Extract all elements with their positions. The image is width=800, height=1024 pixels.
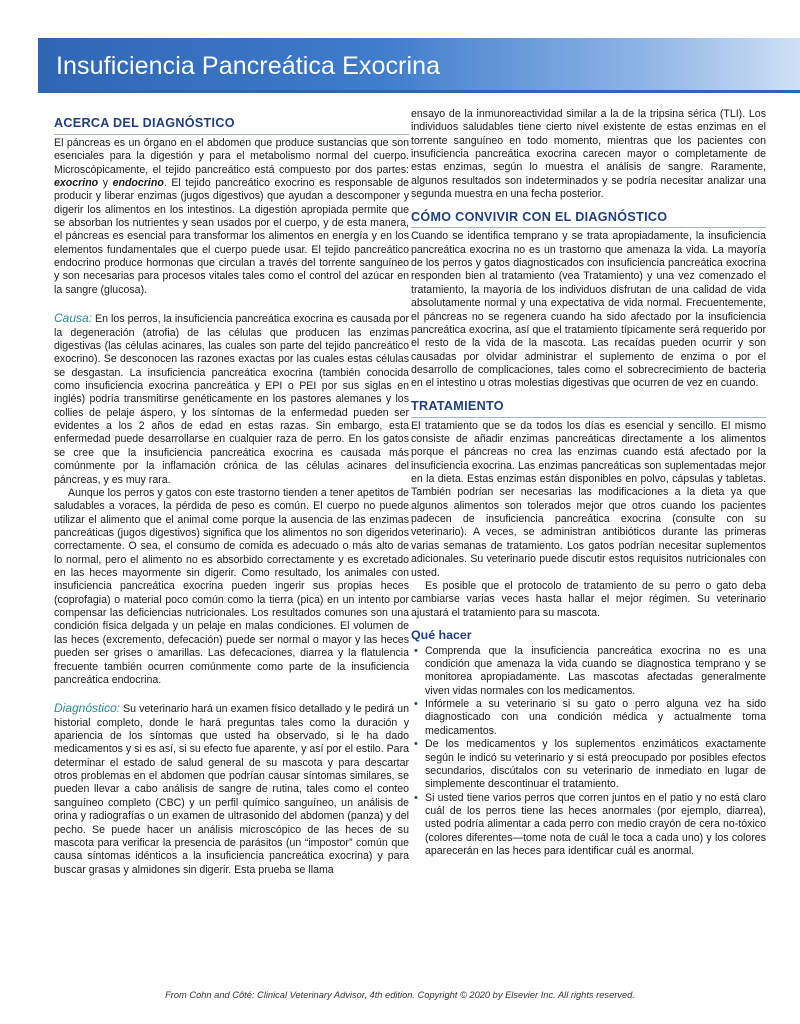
list-item: • Infórmele a su veterinario si su gato o perro alguna vez ha sido diagnosticado con una condición médica y actualmente toma medicamentos. (425, 698, 766, 738)
title-banner (38, 38, 800, 90)
diagnosis-text: Su veterinario hará un examen físico detallado y le pedirá un historial completo, donde le hará preguntas tales como la duración y apariencia de los síntomas que usted ha observado, si le ha dado medicamentos y si es así, si su efecto fue aparente, y así por el estilo. Para determinar el estado de salud general de su mascota y para descartar otros problemas en el abdomen que podrían causar síntomas similares, se pueden llevar a cabo análisis de sangre de rutina, tales como el conteo sanguíneo completo (CBC) y un perfil químico sanguíneo, un análisis de orina y radiografías o un examen de ultrasonido del abdomen (panza) y del pecho. Se puede hacer un análisis microscópico de las heces de su mascota para verificar la presencia de parásitos (un “impostor” común que causa síntomas idénticos a la insuficiencia pancreática exocrina) y para buscar grasas y almidones sin digerir. Esta prueba se llama (54, 703, 409, 876)
living-paragraph: Cuando se identifica temprano y se trata apropiadamente, la insuficiencia pancreática exocrina no es un trastorno que amenaza la vida. La mayoría de los perros y gatos diagnosticados con insuficiencia pancreática exocrina responden bien al tratamiento (vea Tratamiento) y una vez comenzado el tratamiento, la mayoría de los individuos disfrutan de una calidad de vida absolutamente normal y una expectativa de vida normal. Frecuentemente, el páncreas no se regenera cuando ha sido afectado por la insuficiencia pancreática exocrina, así que el tratamiento típicamente será requerido por el resto de la vida de la mascota. Las recaídas pueden ocurrir y son causadas por olvidar administrar el suplemento de enzima o por el desarrollo de complicaciones, tales como el sobrecrecimiento de bacteria en el intestino u otras molestias digestivas que ocurren de vez en cuando. (411, 230, 766, 390)
about-intro-b: . El tejido pancreático exocrino es responsable de producir y liberar enzimas (jugos digestivos) que ayudan a descomponer y digerir los alimentos en los intestinos. La digestión apropiada permite que se absorban los nutrientes y sean usados por el cuerpo, y de esta manera, el páncreas es esencial para transformar los alimentos en energía y en los elementos fundamentales que el cuerpo puede usar. El tejido pancreático endocrino produce hormonas que circulan a través del torrente sanguíneo y son necesarias para procesos vitales tales como el control del azúcar en la sangre (glucosa). (54, 176, 409, 296)
list-item: • Si usted tiene varios perros que corren juntos en el patio y no está claro cuál de los perros tiene las heces anormales (por ejemplo, diarrea), usted podría alimentar a cada perro con medio crayón de cera no-tóxico (colores diferentes—tome nota de cuál le toca a cada uno) y los colores aparecerán en las heces para identificar cuál es anormal. (425, 792, 766, 859)
list-item: • De los medicamentos y los suplementos enzimáticos exactamente según le indicó su veterinario y si está preocupado por posibles efectos secundarios, discútalos con su veterinario de inmediato en lugar de simplemente descontinuar el tratamiento. (425, 738, 766, 791)
diagnosis-label: Diagnóstico: (54, 701, 121, 716)
treatment-paragraph-1: El tratamiento que se da todos los días es esencial y sencillo. El mismo consiste de añadir enzimas pancreáticas directamente a los alimentos porque el páncreas no crea las enzimas cuando está afectado por la insuficiencia exocrina. Las enzimas pancreáticas son suplementadas mejor en la dieta. Estas enzimas están disponibles en polvo, cápsulas y tabletas. También podrían ser necesarias las modificaciones a la dieta ya que algunos alimentos son tolerados mejor que otros cuando los pacientes padecen de insuficiencia pancreática exocrina (consulte con su veterinario). A veces, se administran antibióticos durante las primeras varias semanas de tratamiento. Los gatos podrían necesitar suplementos adicionales. Su veterinario puede discutir estos requisitos nutricionales con usted. (411, 419, 766, 579)
about-intro-a: El páncreas es un órgano en el abdomen que produce sustancias que son esenciales para la digestión y para el metabolismo normal del cuerpo. Microscópicamente, el tejido pancreático está compuesto por dos partes: (54, 136, 409, 176)
page-title: Insuficiencia Pancreática Exocrina (56, 52, 441, 80)
living-heading: CÓMO CONVIVIR CON EL DIAGNÓSTICO (411, 210, 766, 229)
cause-paragraph (54, 311, 409, 487)
left-column (54, 116, 409, 877)
treatment-paragraph-2: Es posible que el protocolo de tratamiento de su perro o gato deba cambiarse varias veces hasta hallar el mejor régimen. Su veterinario ajustará el tratamiento para su mascota. (411, 579, 766, 619)
treatment-heading: TRATAMIENTO (411, 399, 766, 418)
list-item: • Comprenda que la insuficiencia pancreática exocrina no es una condición que amenaza la vida cuando se diagnostica temprano y se monitorea apropiadamente. Las mascotas afectadas generalmente viven vidas normales con los medicamentos. (425, 645, 766, 698)
exocrino-term: exocrino (54, 176, 99, 189)
todo-heading: Qué hacer (411, 628, 472, 642)
endocrino-term: endocrino (112, 176, 164, 189)
about-intro (54, 137, 409, 297)
right-column (411, 108, 766, 858)
diagnosis-continued: ensayo de la inmunoreactividad similar a la de la tripsina sérica (TLI). Los individuos saludables tiene cierto nivel existente de estas enzimas en el torrente sanguíneo en todo momento, mientras que los pacientes con insuficiencia pancreática exocrina carecen mayor o completamente de estas enzimas, según lo muestra el análisis de sangre. Raramente, algunos resultados son indeterminados y se podría necesitar analizar una segunda muestra en una fecha posterior. (411, 108, 766, 201)
symptoms-paragraph: Aunque los perros y gatos con este trastorno tienden a tener apetitos de saludables a voraces, la pérdida de peso es común. El cuerpo no puede utilizar el alimento que el animal come porque la ausencia de las enzimas pancreáticas (jugos digestivos) significa que los alimentos no son digeridos correctamente. O sea, el consumo de comida es adecuado o más alto de lo normal, pero el alimento no es absorbido correctamente y es excretado en las heces mayormente sin digerir. Como resultado, los animales con insuficiencia pancreática exocrina pueden ingerir sus propias heces (coprofagia) o material poco común como la tierra (pica) en un intento por compensar las deficiencias nutricionales. Los resultados comunes son una condición física delgada y un pelaje en malas condiciones. El volumen de las heces (excremento, defecación) puede ser normal o mayor y las heces pueden ser grises o amarillas. Las defecaciones, diarrea y la flatulencia frecuente también ocurren comúnmente como parte de la insuficiencia pancreática endocrina. (54, 486, 409, 686)
todo-list (411, 645, 766, 859)
cause-label: Causa: (54, 311, 93, 326)
about-heading: ACERCA DEL DIAGNÓSTICO (54, 116, 409, 135)
footer-citation: From Cohn and Côté: Clinical Veterinary Advisor, 4th edition. Copyright © 2020 by Elsevier Inc. All rights reserved. (165, 990, 635, 1000)
title-rule (38, 90, 800, 93)
cause-text: En los perros, la insuficiencia pancreática exocrina es causada por la degeneración (atrofia) de las células que producen las enzimas digestivas (las células acinares, las cuales son parte del tejido pancreático exocrino). Se desconocen las razones exactas por las cuales estas células se desgastan. La insuficiencia pancreática exocrina (también conocida como insuficiencia exocrina pancreática y EPI o PEI por sus siglas en inglés) podría transmitirse genéticamente en los pastores alemanes y los collies de pelaje áspero, y los síntomas de la enfermedad pueden ser evidentes a los 2 años de edad en estas razas. Sin embargo, esta enfermedad puede desarrollarse en cualquier raza de perro. En los gatos se cree que la insuficiencia pancreática exocrina es causada más comúnmente por la inflamación crónica de las células acinares del páncreas, y es muy rara. (54, 313, 409, 486)
and-word: y (98, 176, 113, 189)
diagnosis-paragraph (54, 701, 409, 877)
